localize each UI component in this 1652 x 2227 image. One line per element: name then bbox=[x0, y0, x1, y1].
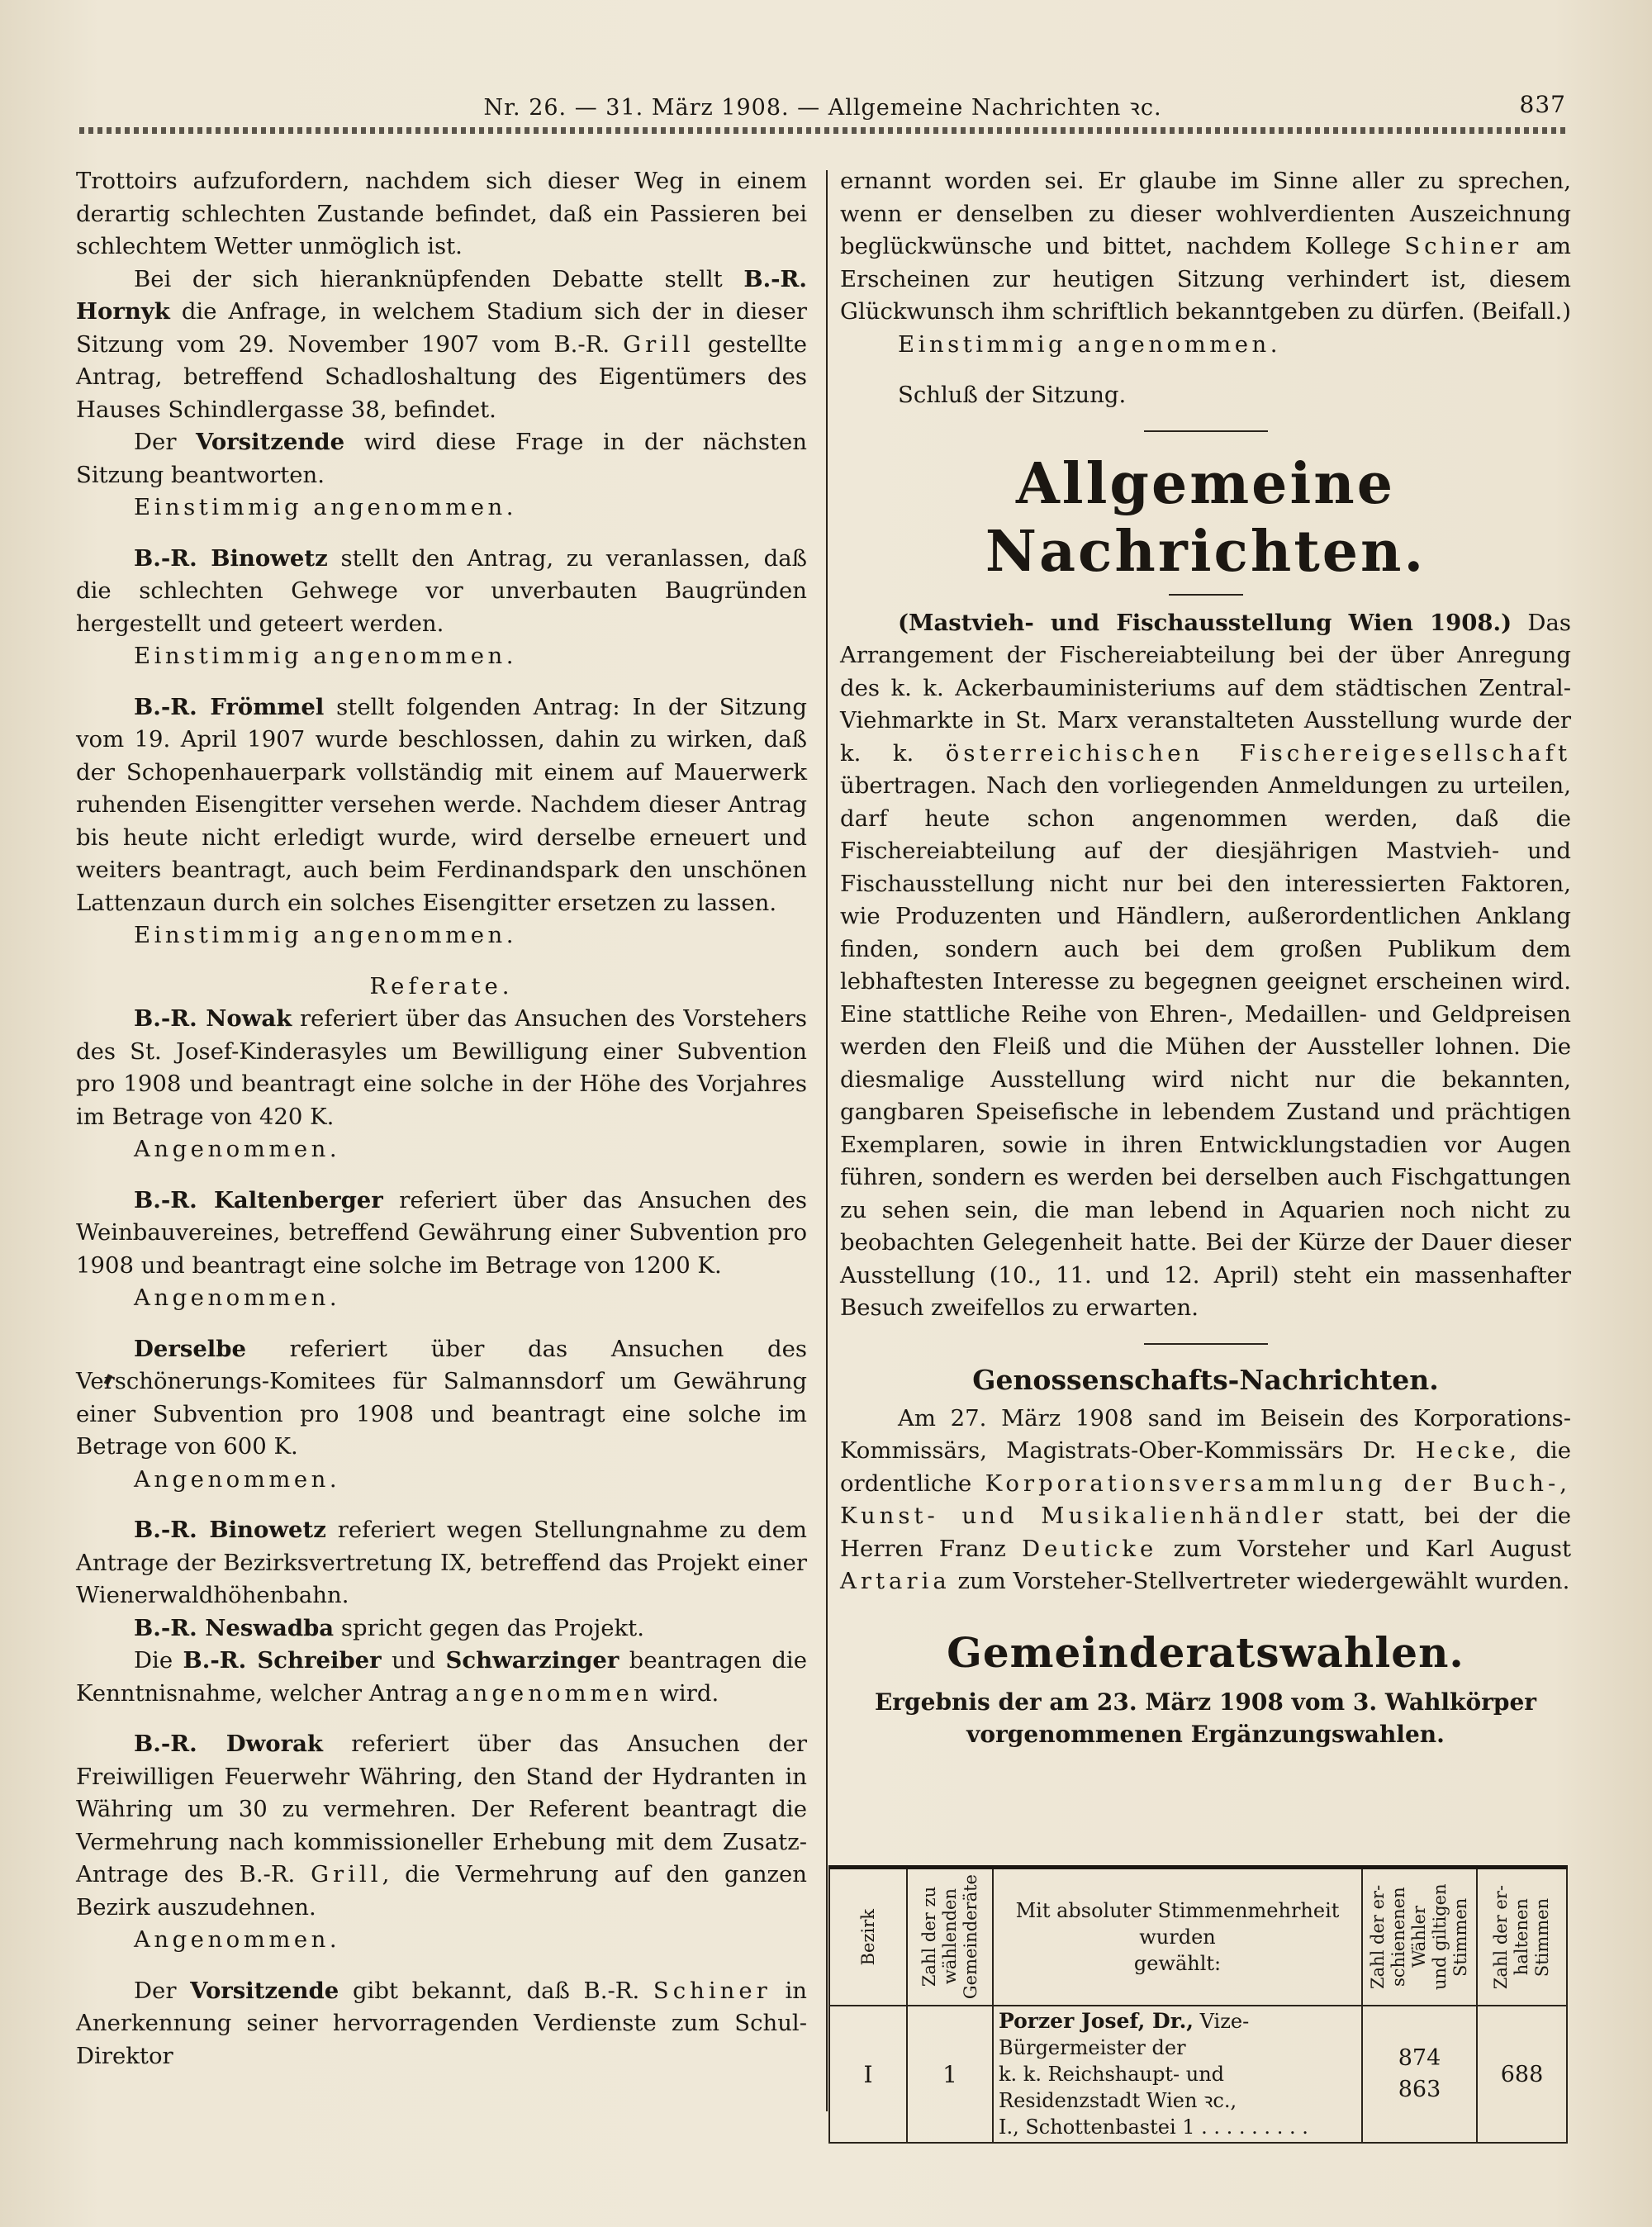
text: Der bbox=[134, 429, 197, 455]
column-divider bbox=[826, 170, 828, 2111]
spacer bbox=[76, 1957, 807, 1975]
spacer bbox=[76, 952, 807, 971]
page-number: 837 bbox=[1519, 91, 1566, 118]
speaker-name: B.-R. Kaltenberger bbox=[134, 1186, 383, 1213]
left-column bbox=[76, 165, 807, 2073]
cell-zahl: 1 bbox=[907, 2006, 993, 2143]
text: Der bbox=[134, 1977, 191, 2004]
text: referiert über das Ansuchen des Weinbauvereines, betreffend Gewährung einer Subvention pro 1908 und beantragt eine solche im Betrage von 1200 K. bbox=[76, 1186, 807, 1279]
vote-result: Einstimmig angenommen. bbox=[134, 643, 517, 669]
speaker-name: B.-R. Neswadba bbox=[134, 1614, 335, 1641]
paragraph bbox=[76, 1514, 807, 1612]
votes-cast: 874 863 bbox=[1398, 2045, 1441, 2102]
speaker-name: Vorsitzende bbox=[190, 1977, 339, 2004]
section-title: Allgemeine Nachrichten. bbox=[985, 450, 1427, 585]
header-title: Nr. 26. — 31. März 1908. — Allgemeine Nachrichten ꝛc. bbox=[483, 95, 1162, 121]
column-header bbox=[829, 1868, 907, 2006]
speaker-name: B.-R. Frömmel bbox=[134, 693, 325, 720]
text: in Anerkennung seiner hervorragenden Verdienste zum Schul-Direktor bbox=[76, 1977, 807, 2069]
paragraph bbox=[76, 426, 807, 491]
cell-bezirk: I bbox=[829, 2006, 907, 2143]
header-label: Mit absoluter Stimmenmehrheit wurden gewählt: bbox=[1015, 1899, 1340, 1975]
candidate-description: Vize-Bürgermeister der k. k. Reichshaupt- und Residenzstadt Wien ꝛc., I., Schottenbastei 1 . . . . . . . . . bbox=[999, 2010, 1308, 2139]
name-spaced: Deuticke bbox=[1022, 1535, 1158, 1562]
right-column bbox=[840, 165, 1571, 1750]
speaker-name: B.-R. Dworak bbox=[134, 1731, 323, 1757]
paragraph bbox=[76, 264, 807, 427]
subsection-title: Genossenschafts-Nachrichten. bbox=[972, 1363, 1439, 1396]
paragraph bbox=[76, 543, 807, 641]
election-results-table bbox=[828, 1865, 1568, 2144]
text: Am 27. März 1908 sand im Beisein des Korporations-Kommissärs, Magistrats-Ober-Kommissärs Dr. bbox=[840, 1404, 1571, 1464]
text: zum Vorsteher-Stellvertreter wiedergewählt wurden. bbox=[950, 1568, 1570, 1594]
table-caption: Ergebnis der am 23. März 1908 vom 3. Wahlkörper vorgenommenen Ergänzungswahlen. bbox=[874, 1688, 1537, 1748]
vote-result: Angenommen. bbox=[134, 1465, 341, 1493]
speaker-name: Derselbe bbox=[134, 1335, 246, 1362]
header-label: Zahl der er- schienenen Wähler und giltigen Stimmen bbox=[1368, 1883, 1470, 1991]
cell-erschienen bbox=[1362, 2006, 1477, 2143]
spacer bbox=[76, 525, 807, 543]
paragraph bbox=[76, 1612, 807, 1645]
separator-rule bbox=[1144, 1343, 1268, 1345]
text: referiert über das Ansuchen des Vorstehers des St. Josef-Kinderasyles um Bewilligung einer Subvention pro 1908 und beantragt eine solche in der Höhe des Vorjahres im Betrage von 420 K. bbox=[76, 1005, 807, 1130]
paragraph bbox=[76, 1728, 807, 1924]
text: statt, bei der die Herren Franz bbox=[840, 1503, 1571, 1562]
vote-result: Angenommen. bbox=[134, 1284, 341, 1311]
header-label: Zahl der er- haltenen Stimmen bbox=[1491, 1884, 1552, 1990]
text-spaced: Korporationsversammlung der Buch-, Kunst- und Musikalienhändler bbox=[840, 1470, 1571, 1529]
spacer bbox=[76, 1710, 807, 1728]
column-header bbox=[1362, 1868, 1477, 2006]
running-header bbox=[79, 86, 1566, 122]
header-label: Zahl der zu wählenden Gemeinderäte bbox=[919, 1874, 980, 2000]
speaker-name: B.-R. Binowetz bbox=[134, 1517, 326, 1543]
text: Das Arrangement der Fischereiabteilung bei der über Anregung des k. k. Ackerbauministeriums auf dem städtischen Zentral-Viehmarkte in St. Marx veranstalteten Ausstellung wurde der k. k. bbox=[840, 609, 1571, 767]
text: stellt den Antrag, zu veranlassen, daß die schlechten Gehwege vor unverbauten Baugründen hergestellt und geteert werden. bbox=[76, 544, 807, 637]
speaker-name: B.-R. Hornyk bbox=[76, 265, 807, 325]
text: wird diese Frage in der nächsten Sitzung beantworten. bbox=[76, 429, 807, 488]
text: am Erscheinen zur heutigen Sitzung verhindert ist, diesem Glückwunsch ihm schriftlich bekanntgeben zu dürfen. (Beifall.) bbox=[840, 233, 1571, 325]
speaker-name: B.-R. Schreiber bbox=[183, 1647, 382, 1674]
name-spaced: Grill bbox=[623, 330, 695, 358]
text: beantragen die Kenntnisnahme, welcher Antrag bbox=[76, 1647, 807, 1707]
spacer bbox=[76, 1496, 807, 1514]
column-header bbox=[907, 1868, 993, 2006]
paragraph bbox=[76, 691, 807, 920]
spacer bbox=[76, 1166, 807, 1185]
speaker-name: B.-R. Nowak bbox=[134, 1005, 292, 1032]
paragraph bbox=[76, 1975, 807, 2073]
name-spaced: Hecke bbox=[1415, 1437, 1510, 1464]
text: referiert über das Ansuchen der Freiwilligen Feuerwehr Währing, den Stand der Hydranten in Währing um 30 zu vermehren. Der Referent beantragt die Vermehrung nach kommissioneller Erhebung mit dem Zusatz-Antrage des B.-R. bbox=[76, 1731, 807, 1887]
vote-result: Angenommen. bbox=[134, 1136, 341, 1162]
header-label: Bezirk bbox=[857, 1908, 878, 1966]
text: ernannt worden sei. Er glaube im Sinne aller zu sprechen, wenn er denselben zu dieser wohlverdienten Auszeichnung beglückwünsche und bittet, nachdem Kollege bbox=[840, 168, 1571, 259]
text: , die ordentliche bbox=[840, 1437, 1571, 1497]
column-header bbox=[1477, 1868, 1567, 2006]
vote-result: Angenommen. bbox=[134, 1926, 341, 1953]
news-paragraph bbox=[840, 607, 1571, 1325]
spacer bbox=[76, 673, 807, 691]
closing-line: Schluß der Sitzung. bbox=[898, 382, 1127, 408]
paragraph bbox=[76, 1333, 807, 1464]
text: die Anfrage, in welchem Stadium sich der in dieser Sitzung vom 29. November 1907 vom B.-R. bbox=[76, 298, 807, 358]
text: stellt folgenden Antrag: In der Sitzung vom 19. April 1907 wurde beschlossen, dahin zu wirken, daß der Schopenhauerpark vollständig mit einem auf Mauerwerk ruhenden Eisengitter versehen werde. Nachdem dieser Antrag bis heute nicht erledigt wurde, wird derselbe erneuert und weiters beantragt, auch beim Ferdinandspark den unschönen Lattenzaun durch ein solches Eisengitter ersetzen zu lassen. bbox=[76, 693, 807, 916]
text-spaced: österreichischen Fischereigesellschaft bbox=[945, 739, 1572, 767]
text: wird. bbox=[652, 1679, 719, 1707]
spacer bbox=[76, 1315, 807, 1333]
cell-candidate bbox=[993, 2006, 1362, 2143]
paragraph bbox=[840, 165, 1571, 329]
speaker-name: B.-R. Binowetz bbox=[134, 544, 328, 572]
candidate-name: Porzer Josef, Dr., bbox=[999, 2009, 1194, 2033]
spacer bbox=[840, 361, 1571, 379]
table-row bbox=[829, 2006, 1567, 2143]
vote-result: Einstimmig angenommen. bbox=[134, 922, 517, 948]
table-header-row bbox=[829, 1868, 1567, 2006]
speaker-name: Vorsitzende bbox=[196, 429, 345, 455]
text: Die bbox=[134, 1647, 183, 1674]
text: zum Vorsteher und Karl August bbox=[1157, 1535, 1571, 1562]
paragraph bbox=[76, 1645, 807, 1710]
paragraph bbox=[76, 1185, 807, 1283]
text: Bei der sich hieranknüpfenden Debatte stellt bbox=[134, 265, 744, 292]
separator-rule bbox=[1169, 594, 1243, 596]
text: gibt bekannt, daß B.-R. bbox=[339, 1977, 653, 2004]
name-spaced: Schiner bbox=[1404, 233, 1523, 259]
section-title: Gemeinderatswahlen. bbox=[947, 1627, 1464, 1677]
name-spaced: Artaria bbox=[840, 1568, 951, 1594]
text-spaced: angenommen bbox=[455, 1679, 653, 1707]
name-spaced: Schiner bbox=[653, 1977, 771, 2004]
text: referiert über das Ansuchen des Verschönerungs-Komitees für Salmannsdorf um Gewährung einer Subvention pro 1908 und beantragt eine solche im Betrage von 600 K. bbox=[76, 1335, 807, 1460]
text: spricht gegen das Projekt. bbox=[334, 1614, 644, 1641]
paragraph bbox=[76, 1003, 807, 1133]
section-heading-referate: Referate. bbox=[369, 972, 514, 1000]
text: , die Vermehrung auf den ganzen Bezirk auszudehnen. bbox=[76, 1861, 807, 1921]
vote-result: Einstimmig angenommen. bbox=[898, 330, 1281, 358]
news-headline: (Mastvieh- und Fischausstellung Wien 1908.) bbox=[898, 609, 1512, 636]
speaker-name: Schwarzinger bbox=[445, 1647, 620, 1674]
paragraph: Trottoirs aufzufordern, nachdem sich dieser Weg in einem derartig schlechten Zustande befindet, daß ein Passieren bei schlechtem Wetter unmöglich ist. bbox=[76, 168, 807, 259]
text: übertragen. Nach den vorliegenden Anmeldungen zu urteilen, darf heute schon angenommen werden, daß die Fischereiabteilung auf der diesjährigen Mastvieh- und Fischausstellung nicht nur bei den interessierten Faktoren, wie Produzenten und Händlern, außerordentlichen Anklang finden, sondern auch bei dem großen Publikum dem lebhaftesten Interesse zu begegnen geeignet erscheinen wird. Eine stattliche Reihe von Ehren-, Medaillen- und Geldpreisen werden den Fleiß und die Mühen der Aussteller lohnen. Die diesmalige Ausstellung wird nicht nur die bekannten, gangbaren Speisefische in lebendem Zustand und prächtigen Exemplaren, sowie in ihren Entwicklungstadien vor Augen führen, sondern es werden bei derselben auch Fischgattungen zu sehen sein, die man lebend in Aquarien noch nicht zu beobachten Gelegenheit hatte. Bei der Kürze der Dauer dieser Ausstellung (10., 11. und 12. April) steht ein massenhafter Besuch zweifellos zu erwarten. bbox=[840, 772, 1571, 1321]
text: und bbox=[381, 1647, 446, 1674]
vote-result: Einstimmig angenommen. bbox=[134, 494, 517, 520]
column-header bbox=[993, 1868, 1362, 2006]
text: gestellte Antrag, betreffend Schadloshaltung des Eigentümers des Hauses Schindlergasse 38, befindet. bbox=[76, 330, 807, 423]
header-rule bbox=[79, 127, 1566, 134]
name-spaced: Grill bbox=[311, 1861, 382, 1887]
cell-erhalten: 688 bbox=[1477, 2006, 1567, 2143]
text: referiert wegen Stellungnahme zu dem Antrage der Bezirksvertretung IX, betreffend das Projekt einer Wienerwaldhöhenbahn. bbox=[76, 1517, 807, 1608]
separator-rule bbox=[1144, 430, 1268, 432]
news-paragraph bbox=[840, 1403, 1571, 1598]
